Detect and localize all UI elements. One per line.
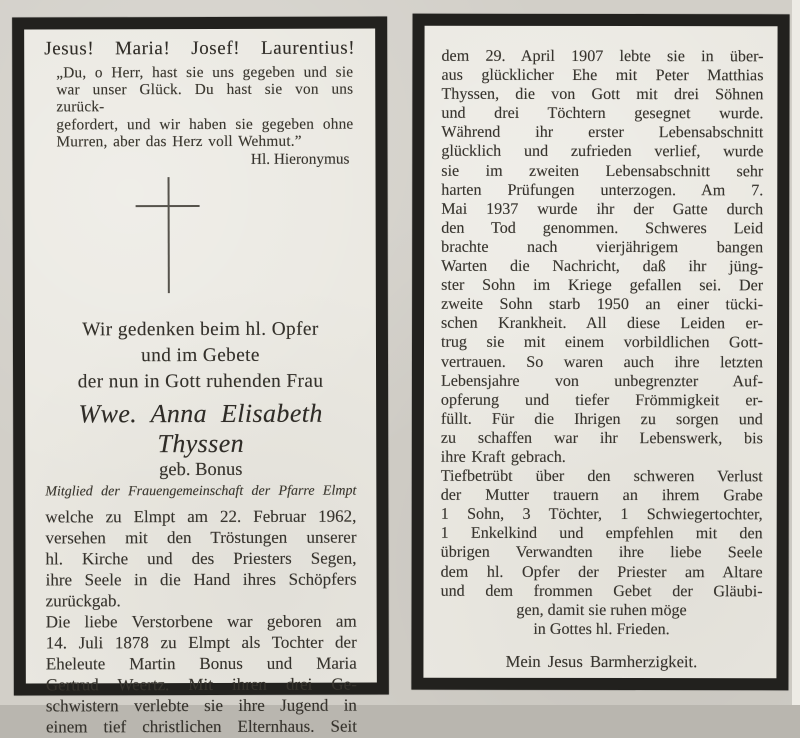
text-line: Warten die Nachricht, daß ihr jüng- xyxy=(441,257,764,276)
text-line: füllt. Für die Ihrigen zu sorgen und xyxy=(440,410,763,429)
final-prayer: Mein Jesus Barmherzigkeit. xyxy=(505,651,698,672)
text-line: Wir gedenken beim hl. Opfer xyxy=(82,318,319,341)
text-line: zurückgab. xyxy=(45,591,121,611)
text-line: ster Sohn im Kriege gefallen sei. Der xyxy=(441,276,764,295)
text-line: vertrauen. So waren auch ihre letzten xyxy=(440,353,763,371)
membership-line: Mitglied der Frauengemeinschaft der Pfarre Elmpt xyxy=(45,483,357,500)
right-paragraph-2 xyxy=(441,467,763,601)
text-line: einem tief christlichen Elternhaus. Seit xyxy=(45,716,357,737)
text-line: 1 Enkelkind und empfehlen mit den xyxy=(440,525,763,543)
text-line: und dem frommen Gebet der Gläubi- xyxy=(440,582,763,600)
invocation-line: Jesus! Maria! Josef! Laurentius! xyxy=(44,37,356,60)
text-line: sie im zweiten Lebensabschnitt sehr xyxy=(441,162,764,180)
text-line: ihre Seele in die Hand ihres Schöpfers xyxy=(45,569,357,590)
text-line: zu schaffen war ihr Lebenswerk, bis xyxy=(440,429,763,448)
text-line: Gertrud Weertz. Mit ihren drei Ge- xyxy=(45,674,357,695)
deceased-name: Wwe. Anna Elisabeth Thyssen xyxy=(78,398,323,459)
text-line: harten Prüfungen unterzogen. Am 7. xyxy=(441,181,764,199)
text-line: Mai 1937 wurde ihr der Gatte durch xyxy=(441,200,764,219)
text-line: ihre Kraft gebrach. xyxy=(440,448,566,466)
text-line: brachte nach vierjährigem bangen xyxy=(441,238,764,257)
text-line: 1 Sohn, 3 Töchter, 1 Schwiegertochter, xyxy=(440,505,763,524)
text-line: dem hl. Opfer der Priester am Altare xyxy=(440,563,763,581)
text-line: der nun in Gott ruhenden Frau xyxy=(77,370,324,393)
text-line: Thyssen, die von Gott mit drei Söhnen xyxy=(441,85,764,104)
left-paragraph-1 xyxy=(45,506,356,612)
cross-icon xyxy=(136,177,200,293)
text-line: trug sie mit einem vorbildlichen Gott- xyxy=(441,334,764,352)
opening-quote xyxy=(56,64,353,151)
text-line: Während ihr erster Lebensabschnitt xyxy=(441,124,764,142)
left-paragraph-2 xyxy=(46,611,357,738)
text-line: Eheleute Martin Bonus und Maria xyxy=(45,653,357,674)
scan-edge-highlight xyxy=(792,0,800,705)
cross-vertical-bar xyxy=(168,177,170,293)
text-line: dem 29. April 1907 lebte sie in über- xyxy=(441,47,764,66)
text-line: gefordert, und wir haben sie gegeben ohne xyxy=(56,115,354,133)
text-line: Die liebe Verstorbene war geboren am xyxy=(45,611,357,632)
text-line: schen Krankheit. All diese Leiden er- xyxy=(441,315,764,333)
quote-attribution: Hl. Hieronymus xyxy=(250,150,350,168)
text-line: übrigen Verwandten ihre liebe Seele xyxy=(440,544,763,562)
right-page-content xyxy=(423,47,777,700)
text-line: der Mutter trauern an ihrem Grabe xyxy=(440,486,763,505)
text-line: war unser Glück. Du hast sie von uns zurück- xyxy=(56,80,354,116)
text-line: gen, damit sie ruhen möge xyxy=(516,601,687,619)
maiden-name: geb. Bonus xyxy=(159,459,243,481)
text-line: 14. Juli 1878 zu Elmpt als Tochter der xyxy=(45,632,357,653)
text-line: zweite Sohn starb 1950 an einer tücki- xyxy=(441,295,764,314)
text-line: hl. Kirche und des Priesters Segen, xyxy=(45,548,357,569)
text-line: und im Gebete xyxy=(141,344,260,367)
text-line: „Du, o Herr, hast sie uns gegeben und sie xyxy=(56,63,354,82)
left-page xyxy=(12,17,389,737)
right-paragraph-1 xyxy=(441,47,764,468)
text-line: schwistern verlebte sie ihre Jugend in xyxy=(45,695,357,716)
text-line: und drei Töchtern gesegnet wurde. xyxy=(441,105,764,123)
text-line: Tiefbetrübt über den schweren Verlust xyxy=(440,467,763,486)
text-line: Lebensjahre von unbegrenzter Auf- xyxy=(440,372,763,390)
text-line: den Tod genommen. Schweres Leid xyxy=(441,219,764,238)
text-line: aus glücklicher Ehe mit Peter Matthias xyxy=(441,66,764,85)
text-line: in Gottes hl. Frieden. xyxy=(533,620,670,638)
right-page xyxy=(411,14,789,691)
text-line: opferung und tiefer Frömmigkeit er- xyxy=(440,391,763,409)
text-line: welche zu Elmpt am 22. Februar 1962, xyxy=(45,506,357,527)
left-page-content xyxy=(24,37,377,737)
text-line: glücklich und zufrieden verlief, wurde xyxy=(441,143,764,161)
text-line: Murren, aber das Herz voll Wehmut.” xyxy=(56,132,302,151)
text-line: versehen mit den Tröstungen unserer xyxy=(45,527,357,548)
right-paragraph-2-closing xyxy=(440,600,762,639)
cross-horizontal-bar xyxy=(136,205,200,207)
dedication-lines xyxy=(45,317,356,396)
